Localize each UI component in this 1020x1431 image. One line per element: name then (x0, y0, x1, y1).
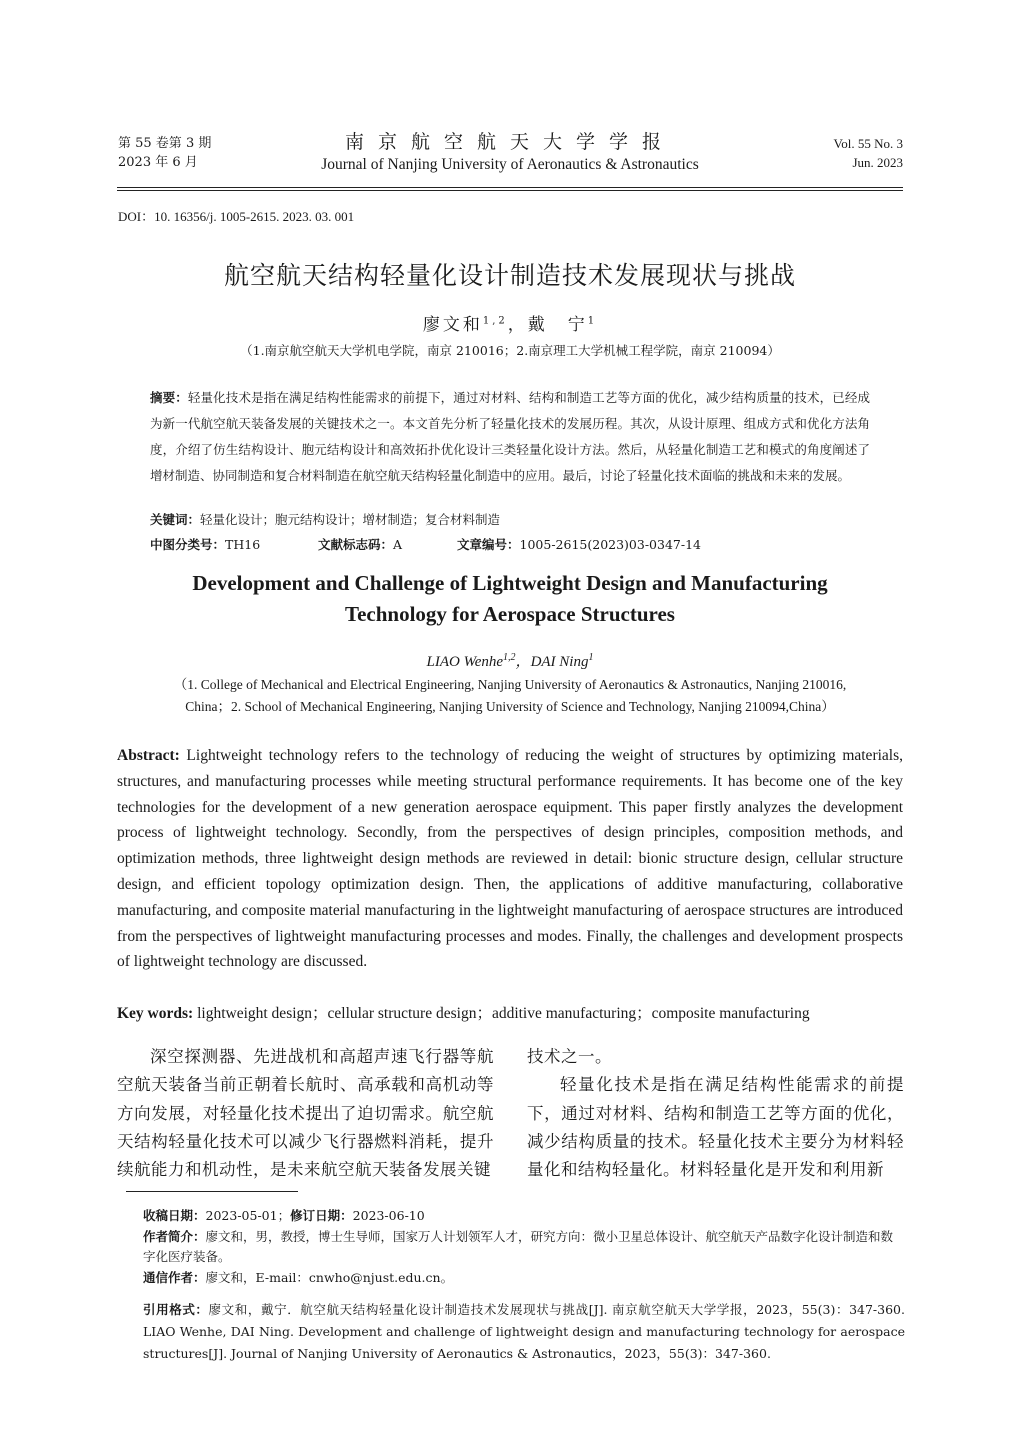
journal-name-cn: 南京航空航天大学学报 (344, 131, 675, 153)
abstract-text-cn: 轻量化技术是指在满足结构性能需求的前提下，通过对材料、结构和制造工艺等方面的优化，减少结构质量的技术，已经成为新一代航空航天装备发展的关键技术之一。本文首先分析了轻量化技术的发展历程。其次，从设计原理、组成方式和优化方法角度，介绍了仿生结构设计、胞元结构设计和高效拓扑优化设计三类轻量化设计方法。然后，从轻量化制造工艺和模式的角度阐述了增材制造、协同制造和复合材料制造在航空航天结构轻量化制造中的应用。最后，讨论了轻量化技术面临的挑战和未来的发展。 (150, 390, 870, 483)
doc-code-group (318, 535, 457, 553)
footnote-author-bio (143, 1227, 905, 1267)
clc-group (150, 535, 318, 553)
keywords-text-en: lightweight design；cellular structure design；additive manufacturing；composite manufacturing (197, 1005, 810, 1022)
doc-code-value: A (393, 537, 403, 552)
body-column-left (117, 1043, 494, 1184)
revised-label: 修订日期： (290, 1208, 353, 1223)
header-center (250, 130, 770, 176)
clc-label: 中图分类号： (150, 537, 226, 552)
author-name: DAI Ning (530, 654, 589, 670)
abstract-text-en: Lightweight technology refers to the technology of reducing the weight of structures by optimizing materials, structures, and manufacturing processes while meeting structural performance requirements. It has become one of the key technologies for the development of a new generation aerospace equipment. This paper firstly analyzes the development process of lightweight technology. Secondly, from the perspectives of design principles, composition methods, and optimization methods, three lightweight design methods are reviewed in detail: bionic structure design, cellular structure design, and efficient topology optimization design. Then, the applications of additive manufacturing, collaborative manufacturing, and composite material manufacturing in the lightweight manufacturing of aerospace structures are introduced from the perspectives of lightweight manufacturing processes and modes. Finally, the challenges and development prospects of lightweight technology are discussed. (117, 747, 903, 971)
header-rule-second (117, 190, 903, 191)
article-no-group (457, 535, 701, 553)
abstract-label-cn: 摘要： (150, 390, 188, 405)
doi: DOI：10. 16356/j. 1005-2615. 2023. 03. 001 (118, 209, 355, 224)
affiliation-en (117, 674, 903, 718)
article-no-label: 文章编号： (457, 537, 520, 552)
author-separator: ， (515, 654, 531, 670)
date-en: Jun. 2023 (852, 155, 903, 170)
header-left (118, 134, 211, 172)
body-paragraph-continued: 技术之一。 (527, 1047, 612, 1066)
title-cn: 航空航天结构轻量化设计制造技术发展现状与挑战 (223, 261, 796, 290)
title-en (117, 568, 903, 630)
abstract-en (117, 743, 903, 975)
affiliation-en-line1: （1. College of Mechanical and Electrical Engineering, Nanjing University of Aeronautics & Astronautics, Nanjing 210016, (173, 677, 847, 692)
author-affiliation-mark: 1 (588, 652, 594, 663)
authors-cn (117, 310, 903, 335)
citation-label: 引用格式： (143, 1302, 209, 1317)
keywords-en (117, 1001, 903, 1023)
footnote-corresponding (143, 1268, 905, 1288)
header-rule (117, 187, 903, 188)
abstract-cn (150, 385, 870, 489)
author-name: 戴 宁 (527, 315, 588, 335)
body-paragraph: 轻量化技术是指在满足结构性能需求的前提下，通过对材料、结构和制造工艺等方面的优化，减少结构质量的技术。轻量化技术主要分为材料轻量化和结构轻量化。材料轻量化是开发和利用新 (527, 1075, 904, 1180)
classification-line (150, 535, 870, 553)
volume-issue-cn: 第 55 卷第 3 期 (118, 136, 212, 151)
keywords-label-cn: 关键词： (150, 512, 201, 527)
received-label: 收稿日期： (143, 1208, 206, 1223)
title-en-line2: Technology for Aerospace Structures (345, 602, 675, 626)
authors-en (117, 650, 903, 671)
author-separator: ， (507, 315, 528, 335)
author-affiliation-mark: 1 (587, 315, 598, 327)
bio-text: 廖文和，男，教授，博士生导师，国家万人计划领军人才，研究方向：微小卫星总体设计、航空航天产品数字化设计制造和数字化医疗装备。 (143, 1229, 894, 1264)
affiliation-en-line2: China；2. School of Mechanical Engineering, Nanjing University of Science and Technology, Nanjing 210094,China） (185, 699, 835, 714)
corresponding-text: 廖文和，E-mail：cnwho@njust.edu.cn。 (205, 1270, 454, 1285)
clc-value: TH16 (225, 537, 261, 552)
author-name: LIAO Wenhe (426, 654, 504, 670)
bio-label: 作者简介： (143, 1229, 206, 1244)
title-en-line1: Development and Challenge of Lightweight Design and Manufacturing (192, 571, 828, 595)
abstract-label-en: Abstract: (117, 747, 180, 764)
body-paragraph: 深空探测器、先进战机和高超声速飞行器等航空航天装备当前正朝着长航时、高承载和高机动等方向发展，对轻量化技术提出了迫切需求。航空航天结构轻量化技术可以减少飞行器燃料消耗，提升续航能力和机动性，是未来航空航天装备发展关键 (117, 1047, 494, 1180)
footnote-dates: 收稿日期：2023-05-01；修订日期：2023-06-10 (143, 1208, 425, 1223)
received-date: 2023-05-01 (205, 1208, 278, 1223)
author-name: 廖文和 (422, 315, 483, 335)
affiliation-cn: （1.南京航空航天大学机电学院，南京 210016；2.南京理工大学机械工程学院，南京 210094） (240, 343, 780, 358)
author-affiliation-mark: 1,2 (503, 652, 516, 663)
footnote-rule (126, 1191, 298, 1192)
body-column-right (527, 1043, 904, 1184)
corresponding-label: 通信作者： (143, 1270, 206, 1285)
doc-code-label: 文献标志码： (318, 537, 394, 552)
header-right (834, 134, 903, 172)
author-affiliation-mark: 1,2 (482, 315, 508, 327)
journal-name-en: Journal of Nanjing University of Aeronautics & Astronautics (321, 156, 699, 173)
keywords-cn (150, 510, 870, 528)
citation-format (143, 1299, 905, 1365)
keywords-text-cn: 轻量化设计；胞元结构设计；增材制造；复合材料制造 (200, 512, 501, 527)
article-no-value: 1005-2615(2023)03-0347-14 (519, 537, 701, 552)
volume-issue-en: Vol. 55 No. 3 (833, 136, 903, 151)
keywords-label-en: Key words: (117, 1005, 194, 1022)
citation-text: 廖文和，戴宁．航空航天结构轻量化设计制造技术发展现状与挑战[J]. 南京航空航天大学学报，2023，55(3)：347-360. LIAO Wenhe, DAI Ning. Development and challenge of lightweight design and manufacturing technology for aerospace structures[J]. Journal of Nanjing University of Aeronautics & Astronautics，2023，55(3)：347-360. (143, 1302, 905, 1361)
revised-date: 2023-06-10 (352, 1208, 425, 1223)
date-cn: 2023 年 6 月 (118, 155, 198, 170)
